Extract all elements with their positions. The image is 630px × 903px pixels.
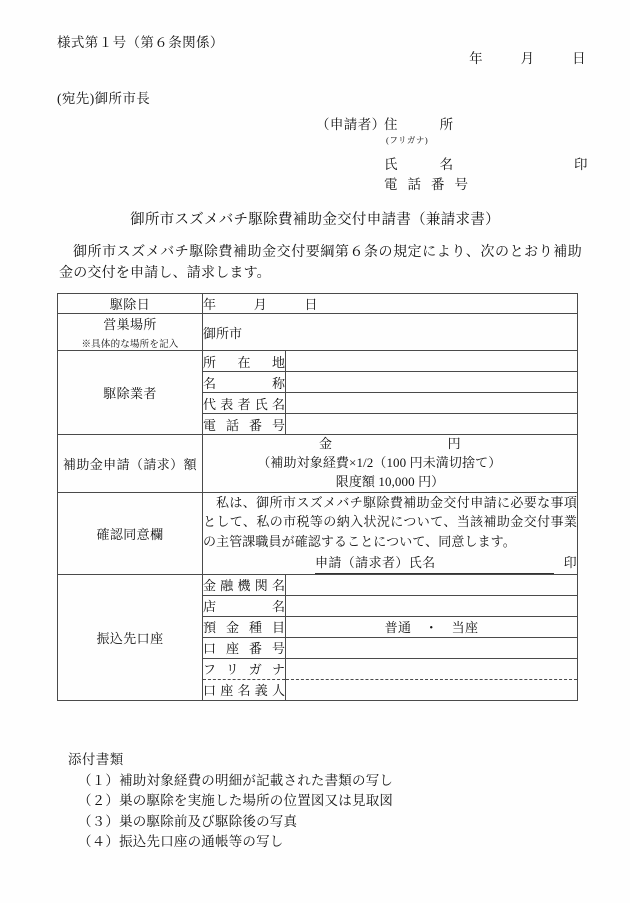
label-contractor-name: 名称 — [203, 372, 286, 393]
value-consent — [203, 492, 578, 574]
header-date-year: 年 — [469, 51, 484, 66]
label-contractor-address: 所在地 — [203, 351, 286, 372]
amount-currency-suffix: 円 — [447, 436, 462, 451]
value-bank-furigana[interactable] — [286, 658, 578, 679]
attachments-block — [68, 750, 393, 853]
table-row-consent — [58, 492, 578, 574]
header-date-month: 月 — [520, 51, 535, 66]
applicant-address-label: 住 所 — [384, 117, 454, 132]
header-date-line — [469, 47, 586, 67]
exterm-date-year: 年 — [203, 297, 217, 312]
applicant-prefix: （申請者） — [316, 117, 386, 132]
value-contractor-representative[interactable] — [286, 393, 578, 414]
application-table — [57, 293, 578, 701]
value-contractor-address[interactable] — [286, 351, 578, 372]
label-contractor-phone: 電話番号 — [203, 414, 286, 435]
label-bank: 振込先口座 — [58, 574, 203, 700]
label-bank-furigana: フリガナ — [203, 658, 286, 679]
list-item: （３）巣の駆除前及び駆除後の写真 — [78, 813, 298, 829]
table-row-extermination-date — [58, 294, 578, 314]
consent-signature-line — [203, 553, 577, 574]
amount-note-line — [203, 454, 577, 492]
addressee: (宛先)御所市長 — [57, 91, 151, 106]
list-item: （１）補助対象経費の明細が記載された書類の写し — [78, 772, 394, 788]
value-amount[interactable] — [203, 435, 578, 493]
exterm-date-month: 月 — [253, 297, 268, 312]
applicant-phone-row — [316, 178, 468, 198]
label-bank-account-number: 口座番号 — [203, 637, 286, 658]
consent-seal-label: 印 — [563, 555, 577, 571]
lead-paragraph: 御所市スズメバチ駆除費補助金交付要綱第６条の規定により、次のとおり補助金の交付を申請し、請求します。 — [59, 245, 582, 281]
applicant-furigana-label: (フリガナ) — [386, 135, 429, 145]
table-row-bank-institution — [58, 574, 578, 595]
value-contractor-name[interactable] — [286, 372, 578, 393]
applicant-phone-label: 電話番号 — [384, 177, 468, 192]
label-bank-account-type: 預金種目 — [203, 616, 286, 637]
label-bank-account-holder: 口座名義人 — [203, 679, 286, 700]
table-row-nest-location — [58, 314, 578, 351]
value-contractor-phone[interactable] — [286, 414, 578, 435]
table-row-contractor-address — [58, 351, 578, 372]
amount-note: （補助対象経費×1/2（100 円未満切捨て） — [257, 454, 502, 470]
applicant-block — [316, 117, 588, 198]
label-nest-location — [58, 314, 203, 351]
label-extermination-date: 駆除日 — [58, 294, 203, 314]
value-bank-branch[interactable] — [286, 595, 578, 616]
label-bank-branch: 店名 — [203, 595, 286, 616]
value-bank-account-type[interactable]: 普通 ・ 当座 — [286, 616, 578, 637]
list-item: （４）振込先口座の通帳等の写し — [78, 834, 284, 850]
value-extermination-date[interactable] — [203, 294, 578, 314]
value-bank-account-holder[interactable] — [286, 679, 578, 700]
form-number: 様式第１号（第６条関係） — [57, 35, 224, 50]
applicant-furigana-row — [316, 135, 468, 158]
amount-currency-line — [203, 435, 577, 454]
attachments-list — [68, 771, 393, 853]
header-date-day: 日 — [572, 51, 586, 66]
label-nest-location-note: ※具体的な場所を記入 — [81, 340, 179, 350]
consent-body: 私は、御所市スズメバチ駆除費補助金交付申請に必要な事項として、私の市税等の納入状況について、当該補助金交付事業の主管課職員が確認することについて、同意します。 — [203, 494, 577, 549]
attachments-heading: 添付書類 — [68, 752, 124, 767]
applicant-name-row — [316, 157, 588, 178]
amount-note-limit: 限度額 10,000 円） — [335, 473, 445, 489]
document-title: 御所市スズメバチ駆除費補助金交付申請書（兼請求書） — [130, 212, 500, 228]
amount-currency-prefix: 金 — [318, 436, 333, 451]
label-bank-institution: 金融機関名 — [203, 574, 286, 595]
value-nest-location[interactable]: 御所市 — [203, 314, 578, 351]
exterm-date-day: 日 — [304, 297, 318, 312]
applicant-seal-label: 印 — [574, 157, 588, 172]
consent-signature-label[interactable]: 申請（請求者）氏名 — [315, 553, 554, 574]
value-bank-account-number[interactable] — [286, 637, 578, 658]
table-row-amount — [58, 435, 578, 493]
label-contractor: 駆除業者 — [58, 351, 203, 435]
label-amount: 補助金申請（請求）額 — [58, 435, 203, 493]
list-item: （２）巣の駆除を実施した場所の位置図又は見取図 — [78, 793, 394, 809]
label-contractor-representative: 代表者氏名 — [203, 393, 286, 414]
label-consent: 確認同意欄 — [58, 492, 203, 574]
value-bank-institution[interactable] — [286, 574, 578, 595]
applicant-name-label: 氏 名 — [384, 157, 454, 172]
label-nest-location-text: 営巣場所 — [103, 317, 157, 332]
